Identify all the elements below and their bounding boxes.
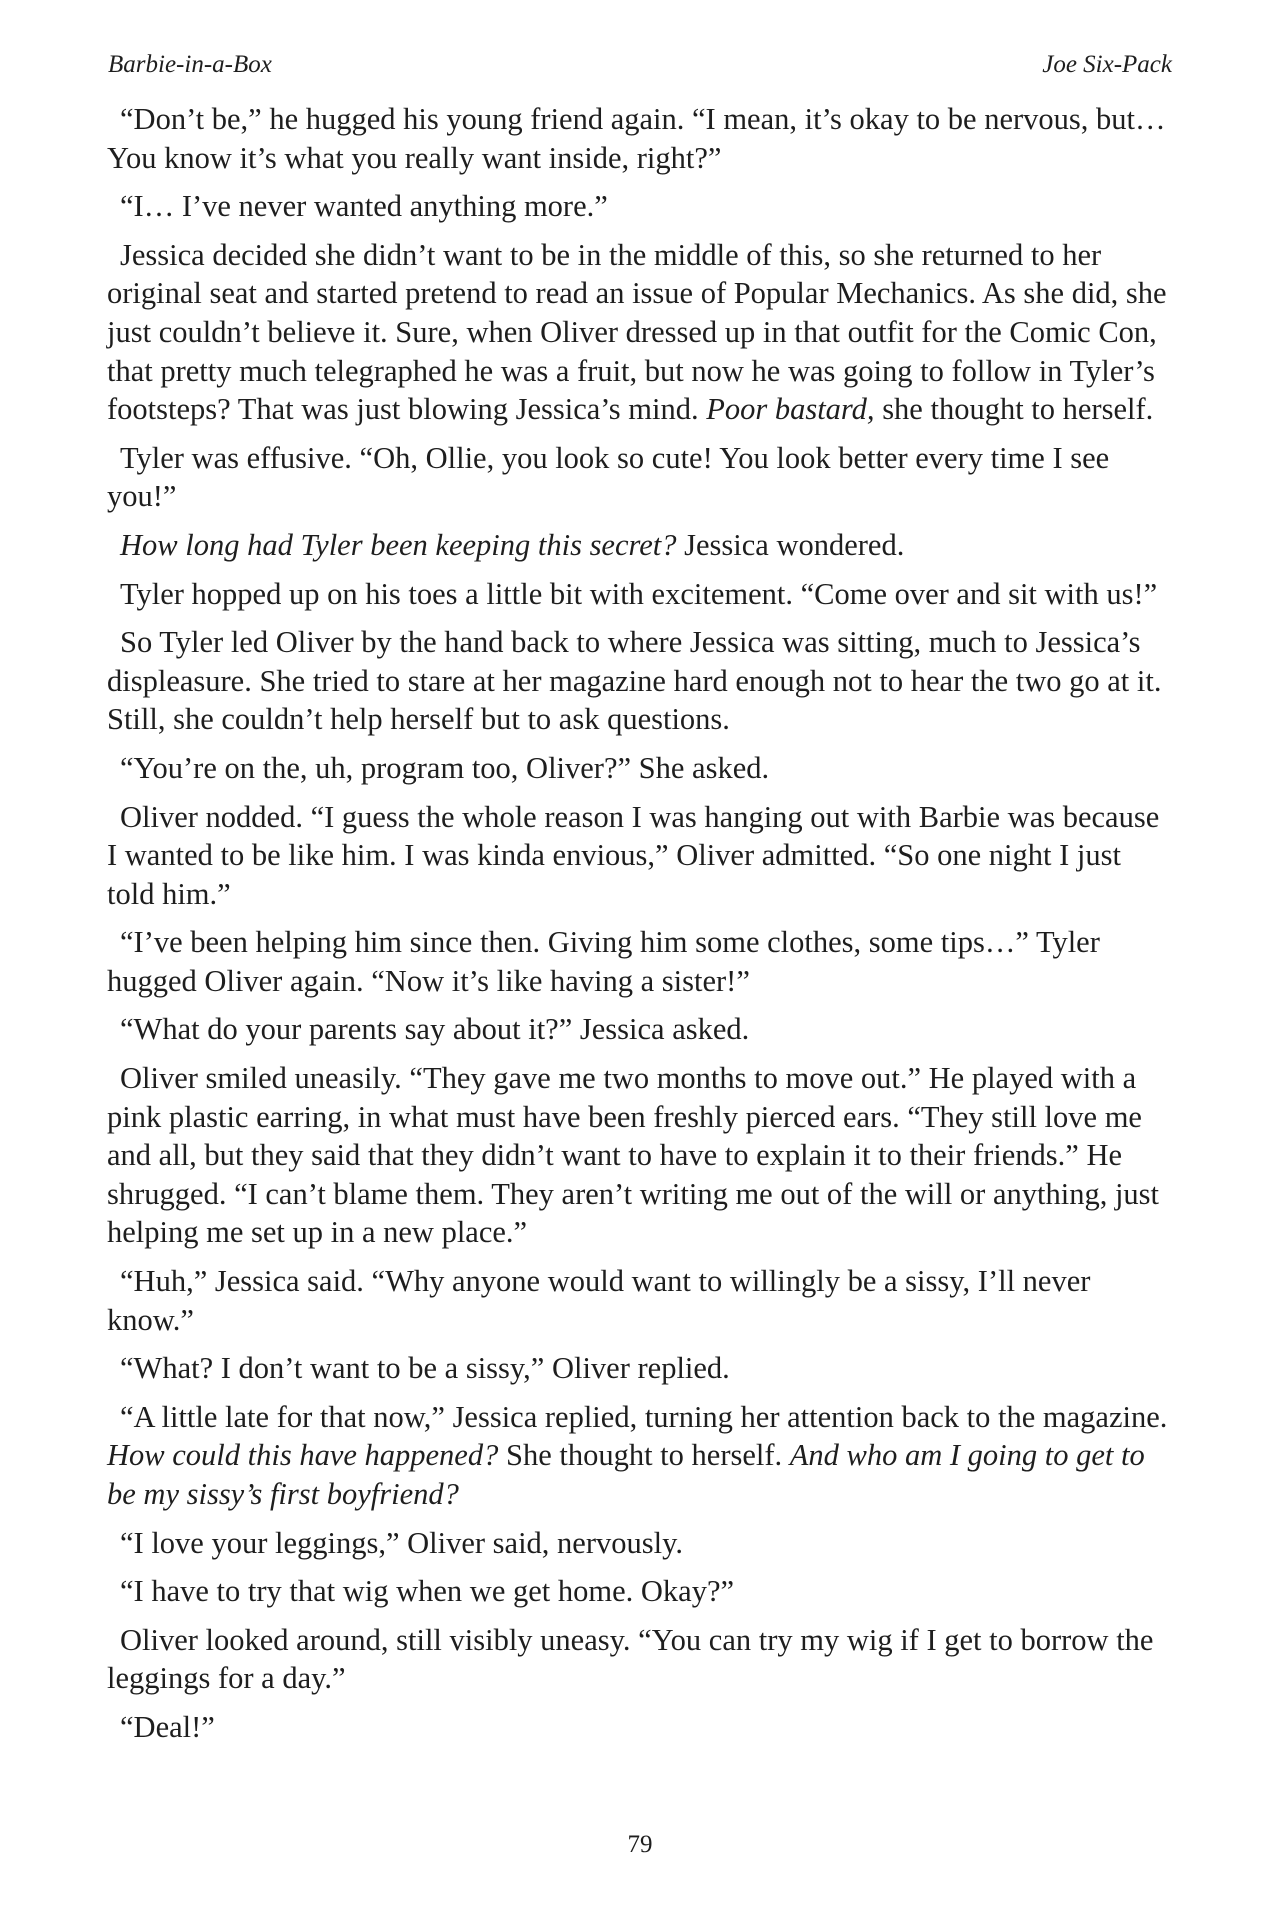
author-name: Joe Six-Pack <box>1042 51 1172 78</box>
italic-text: Poor bastard, <box>706 392 875 427</box>
text-run: “I love your leggings,” Oliver said, nervously. <box>120 1525 683 1560</box>
text-run: “You’re on the, uh, program too, Oliver?” She asked. <box>120 750 770 785</box>
text-run: “A little late for that now,” Jessica replied, turning her attention back to the magazine. <box>120 1399 1168 1434</box>
book-title: Barbie-in-a-Box <box>108 51 272 78</box>
text-run: she thought to herself. <box>874 392 1154 427</box>
paragraph <box>107 1059 1173 1252</box>
text-run: “What? I don’t want to be a sissy,” Oliver replied. <box>120 1351 730 1386</box>
text-run: Oliver nodded. “I guess the whole reason I was hanging out with Barbie was because I wanted to be like him. I was kinda envious,” Oliver admitted. “So one night I just told him.” <box>107 799 1160 911</box>
text-run: “What do your parents say about it?” Jessica asked. <box>120 1012 750 1047</box>
running-header <box>108 50 1172 80</box>
text-run: “I… I’ve never wanted anything more.” <box>120 189 608 224</box>
paragraph <box>107 623 1173 739</box>
paragraph <box>107 1621 1173 1698</box>
paragraph <box>107 526 1173 565</box>
text-run: “Deal!” <box>120 1709 215 1744</box>
paragraph <box>107 1398 1173 1514</box>
paragraph <box>107 798 1173 914</box>
italic-text: How long had Tyler been keeping this secret? <box>120 527 677 562</box>
text-run: “I’ve been helping him since then. Giving him some clothes, some tips…” Tyler hugged Oliver again. “Now it’s like having a sister!” <box>107 925 1100 998</box>
paragraph <box>107 236 1173 429</box>
paragraph <box>107 1708 1173 1747</box>
paragraph <box>107 575 1173 614</box>
paragraph <box>107 923 1173 1000</box>
text-run: “Huh,” Jessica said. “Why anyone would want to willingly be a sissy, I’ll never know.” <box>107 1264 1091 1337</box>
text-run: “I have to try that wig when we get home. Okay?” <box>120 1574 735 1609</box>
text-run: Jessica decided she didn’t want to be in the middle of this, so she returned to her original seat and started pretend to read an issue of Popular Mechanics. As she did, she just couldn’t believe it. Sure, when Oliver dressed up in that outfit for the Comic Con, that pretty much telegraphed he was a fruit, but now he was going to follow in Tyler’s footsteps? That was just blowing Jessica’s mind. <box>107 237 1167 427</box>
paragraph <box>107 749 1173 788</box>
text-run: So Tyler led Oliver by the hand back to where Jessica was sitting, much to Jessica’s displeasure. She tried to stare at her magazine hard enough not to hear the two go at it. Still, she couldn’t help herself but to ask questions. <box>107 625 1162 737</box>
paragraph <box>107 1524 1173 1563</box>
paragraph <box>107 439 1173 516</box>
paragraph <box>107 100 1173 177</box>
paragraph <box>107 1572 1173 1611</box>
body-text <box>107 100 1173 1757</box>
italic-text: And who am I going to get to be my sissy’s first boyfriend? <box>107 1438 1145 1511</box>
paragraph <box>107 187 1173 226</box>
text-run: Jessica wondered. <box>676 527 905 562</box>
text-run: She thought to herself. <box>498 1438 790 1473</box>
paragraph <box>107 1262 1173 1339</box>
paragraph <box>107 1010 1173 1049</box>
text-run: “Don’t be,” he hugged his young friend again. “I mean, it’s okay to be nervous, but… You know it’s what you really want inside, right?” <box>107 102 1166 175</box>
text-run: Oliver smiled uneasily. “They gave me two months to move out.” He played with a pink plastic earring, in what must have been freshly pierced ears. “They still love me and all, but they said that they didn’t want to have to explain it to their friends.” He shrugged. “I can’t blame them. They aren’t writing me out of the will or anything, just helping me set up in a new place.” <box>107 1061 1160 1250</box>
text-run: Tyler hopped up on his toes a little bit with excitement. “Come over and sit with us!” <box>120 576 1158 611</box>
italic-text: How could this have happened? <box>107 1438 499 1473</box>
text-run: Tyler was effusive. “Oh, Ollie, you look so cute! You look better every time I see you!” <box>107 440 1110 514</box>
paragraph <box>107 1349 1173 1388</box>
text-run: Oliver looked around, still visibly uneasy. “You can try my wig if I get to borrow the leggings for a day.” <box>107 1622 1154 1696</box>
page-number: 79 <box>627 1831 653 1858</box>
